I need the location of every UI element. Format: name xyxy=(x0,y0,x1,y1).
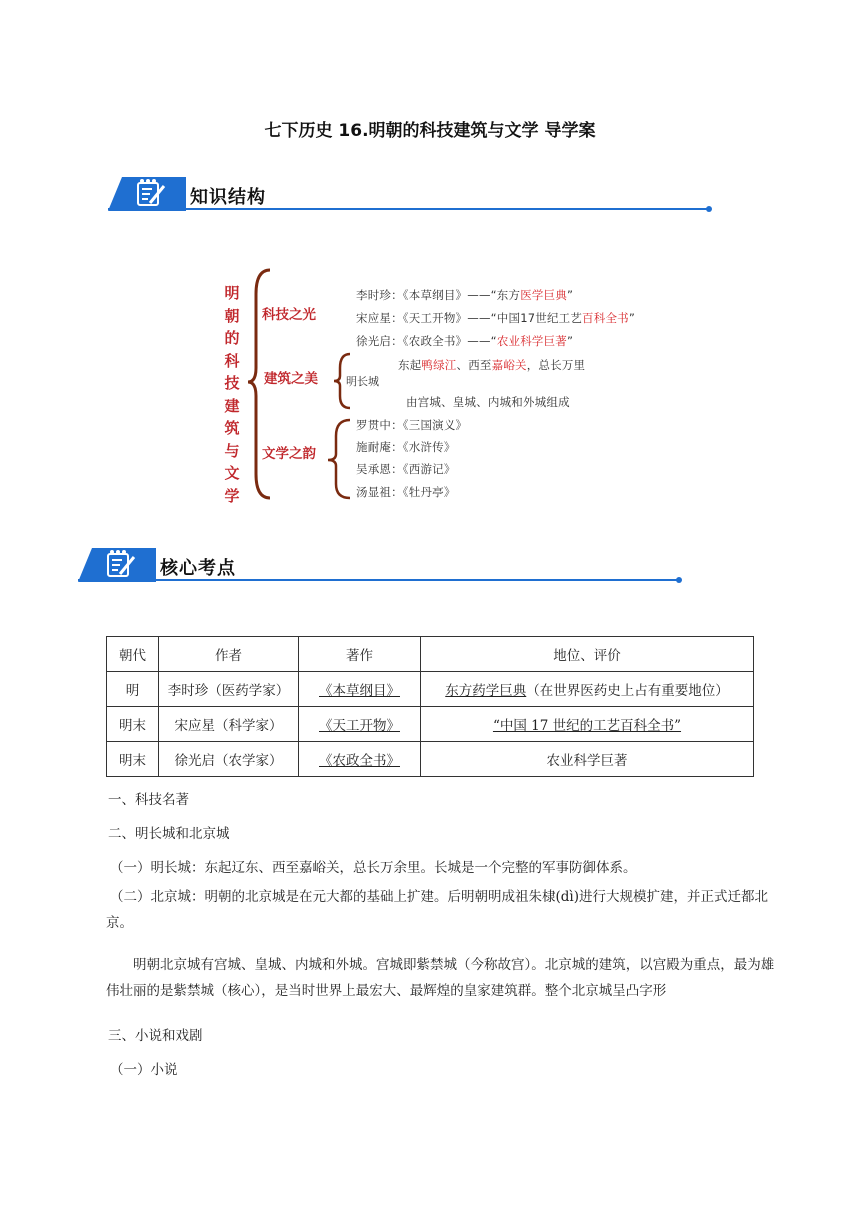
mindmap-item: 徐光启：《农政全书》——“农业科学巨著” xyxy=(356,334,574,348)
table-cell-author: 宋应星（科学家） xyxy=(159,707,299,742)
mindmap-item: 宋应星：《天工开物》——“中国17世纪工艺百科全书” xyxy=(356,311,636,325)
table-cell-dynasty: 明末 xyxy=(107,742,159,777)
table-cell-author: 徐光启（农学家） xyxy=(159,742,299,777)
mindmap-item: 由宫城、皇城、内城和外城组成 xyxy=(406,395,570,409)
section-divider xyxy=(78,579,678,581)
divider-end-dot xyxy=(676,577,682,583)
heading-great-wall-beijing: 二、明长城和北京城 xyxy=(108,826,230,842)
mindmap-item: 李时珍：《本草纲目》——“东方医学巨典” xyxy=(356,288,574,302)
table-cell-author: 李时珍（医药学家） xyxy=(159,672,299,707)
table-cell-evaluation: 东方药学巨典（在世界医药史上占有重要地位） xyxy=(421,672,754,707)
table-cell-work: 《天工开物》 xyxy=(299,707,421,742)
table-cell-evaluation: 农业科学巨著 xyxy=(421,742,754,777)
branch-architecture: 建筑之美 xyxy=(264,371,318,387)
section-header-knowledge xyxy=(108,177,716,213)
table-cell-work: 《农政全书》 xyxy=(299,742,421,777)
branch-technology: 科技之光 xyxy=(262,307,316,323)
mindmap-item: 施耐庵：《水浒传》 xyxy=(356,440,456,454)
section-title: 核心考点 xyxy=(160,558,236,579)
paragraph-beijing-layout: 明朝北京城有宫城、皇城、内城和外城。宫城即紫禁城（今称故宫）。北京城的建筑，以宫殿为重点，最为雄伟壮丽的是紫禁城（核心），是当时世界上最宏大、最辉煌的皇家建筑群。整个北京城呈凸字形 xyxy=(106,957,775,999)
mindmap-item: 吴承恩：《西游记》 xyxy=(356,462,456,476)
heading-tech-works: 一、科技名著 xyxy=(108,792,189,808)
table-cell-evaluation: “中国 17 世纪的工艺百科全书” xyxy=(421,707,754,742)
divider-end-dot xyxy=(706,206,712,212)
branch-literature: 文学之韵 xyxy=(262,446,316,462)
table-header-cell: 地位、评价 xyxy=(421,637,754,672)
table-row xyxy=(107,742,754,777)
table-cell-work: 《本草纲目》 xyxy=(299,672,421,707)
table-row xyxy=(107,672,754,707)
mindmap-item: 汤显祖：《牡丹亭》 xyxy=(356,485,456,499)
table-header-row xyxy=(107,637,754,672)
mindmap-root: 明朝的科技建筑与文学 xyxy=(224,284,240,505)
table-header-cell: 朝代 xyxy=(107,637,159,672)
table-header-cell: 著作 xyxy=(299,637,421,672)
edit-notepad-icon xyxy=(78,548,156,582)
table-cell-dynasty: 明末 xyxy=(107,707,159,742)
section-divider xyxy=(108,208,708,210)
table-row xyxy=(107,707,754,742)
table-header-cell: 作者 xyxy=(159,637,299,672)
heading-novels-drama: 三、小说和戏剧 xyxy=(108,1028,203,1044)
mindmap-sublabel: 明长城 xyxy=(346,375,379,388)
mindmap-item: 罗贯中：《三国演义》 xyxy=(356,418,468,432)
section-title: 知识结构 xyxy=(190,187,266,208)
paragraph-beijing: （二）北京城：明朝的北京城是在元大都的基础上扩建。后明朝明成祖朱棣(dì)进行大规模扩建，并正式迁都北京。 xyxy=(106,889,768,931)
mindmap-item: 东起鸭绿江、西至嘉峪关，总长万里 xyxy=(398,358,586,372)
works-table xyxy=(106,636,754,777)
heading-novels: （一）小说 xyxy=(110,1062,178,1078)
table-cell-dynasty: 明 xyxy=(107,672,159,707)
page-title: 七下历史 16.明朝的科技建筑与文学 导学案 xyxy=(264,121,596,141)
section-header-keypoints xyxy=(78,548,686,584)
paragraph-great-wall: （一）明长城：东起辽东、西至嘉峪关，总长万余里。长城是一个完整的军事防御体系。 xyxy=(110,860,637,876)
edit-notepad-icon xyxy=(108,177,186,211)
